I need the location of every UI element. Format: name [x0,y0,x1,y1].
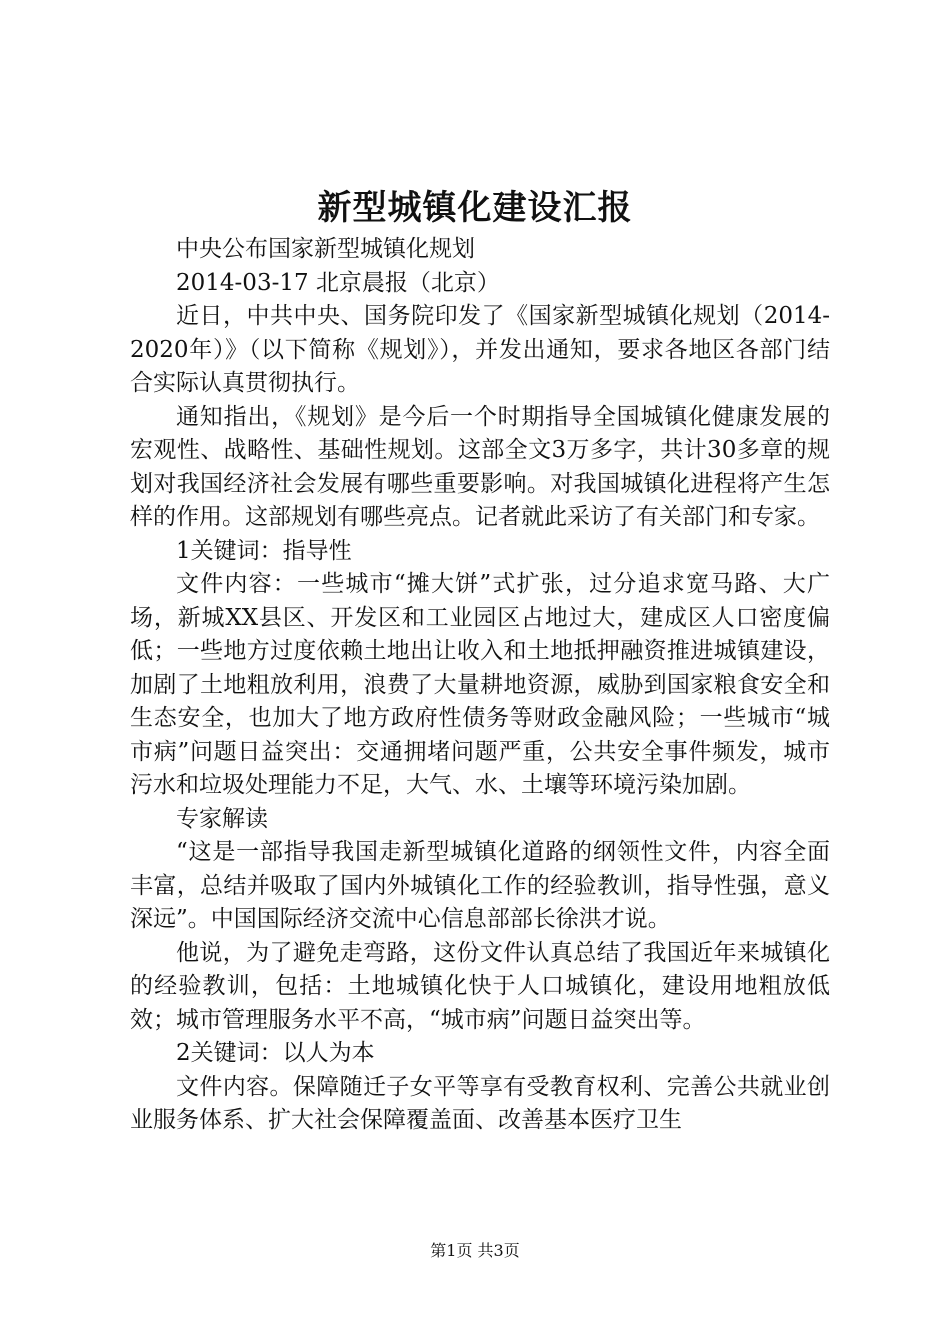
paragraph-expert-summary: 他说，为了避免走弯路，这份文件认真总结了我国近年来城镇化的经验教训，包括：土地城镇化快于人口城镇化，建设用地粗放低效；城市管理服务水平不高，“城市病”问题日益突出等。 [130,939,830,1033]
paragraph-notice: 通知指出，《规划》是今后一个时期指导全国城镇化健康发展的宏观性、战略性、基础性规划。这部全文3万多字，共计30多章的规划对我国经济社会发展有哪些重要影响。对我国城镇化进程将产生怎样的作用。这部规划有哪些亮点。记者就此采访了有关部门和专家。 [130,403,830,530]
section-heading-1: 1关键词：指导性 [176,537,352,564]
paragraph-source-date: 2014-03-17 北京晨报（北京） [176,269,500,296]
document-title: 新型城镇化建设汇报 [317,188,633,228]
section-heading-expert: 专家解读 [176,805,268,832]
section-heading-2: 2关键词：以人为本 [176,1040,375,1066]
paragraph-file-content-1: 文件内容：一些城市“摊大饼”式扩张，过分追求宽马路、大广场，新城XX县区、开发区和工业园区占地过大，建成区人口密度偏低；一些地方过度依赖土地出让收入和土地抵押融资推进城镇建设，加剧了土地粗放利用，浪费了大量耕地资源，威胁到国家粮食安全和生态安全，也加大了地方政府性债务等财政金融风险；一些城市“城市病”问题日益突出：交通拥堵问题严重，公共安全事件频发，城市污水和垃圾处理能力不足，大气、水、土壤等环境污染加剧。 [130,571,830,798]
paragraph-headline: 中央公布国家新型城镇化规划 [176,236,475,262]
document-body [130,233,830,1138]
paragraph-expert-quote: “这是一部指导我国走新型城镇化道路的纲领性文件，内容全面丰富，总结并吸取了国内外城镇化工作的经验教训，指导性强，意义深远”。中国国际经济交流中心信息部部长徐洪才说。 [130,839,830,932]
page-footer: 第1页 共3页 [430,1241,520,1260]
paragraph-intro: 近日，中共中央、国务院印发了《国家新型城镇化规划（2014-2020年）》（以下简称《规划》），并发出通知，要求各地区各部门结合实际认真贯彻执行。 [130,303,830,396]
paragraph-file-content-2: 文件内容。保障随迁子女平等享有受教育权利、完善公共就业创业服务体系、扩大社会保障覆盖面、改善基本医疗卫生 [130,1073,830,1133]
